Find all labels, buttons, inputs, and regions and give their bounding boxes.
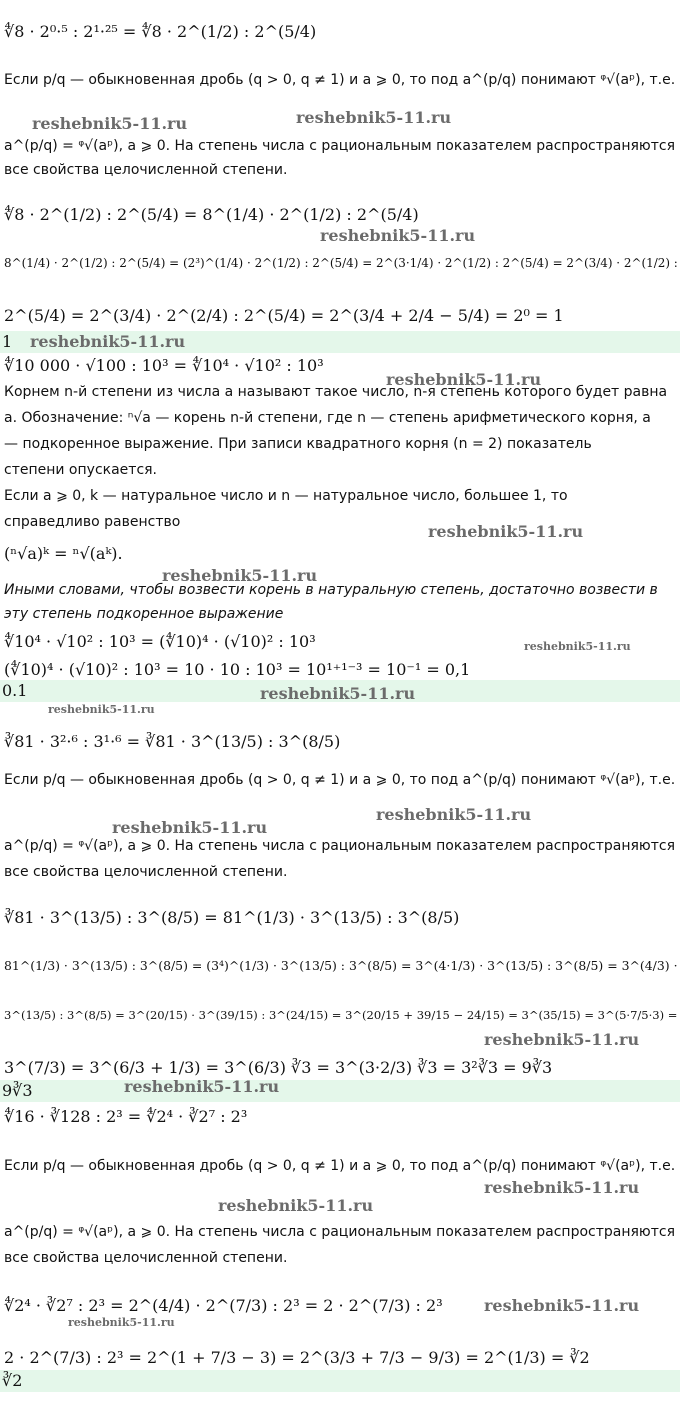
watermark: reshebnik5-11.ru [32, 114, 188, 133]
watermark: reshebnik5-11.ru [48, 703, 155, 716]
answer-bar [0, 1370, 680, 1392]
definition-text: a. Обозначение: ⁿ√a — корень n-й степени, где n — степень арифметического корня, a [4, 410, 651, 426]
formula: (ⁿ√a)ᵏ = ⁿ√(aᵏ). [4, 544, 123, 563]
watermark: reshebnik5-11.ru [428, 522, 584, 541]
definition-text: все свойства целочисленной степени. [4, 864, 288, 880]
answer-value: 9∛3 [2, 1081, 33, 1100]
watermark: reshebnik5-11.ru [296, 108, 452, 127]
definition-text: — подкоренное выражение. При записи квадратного корня (n = 2) показатель [4, 436, 592, 452]
watermark: reshebnik5-11.ru [124, 1077, 280, 1096]
solution-step: 3^(13/5) : 3^(8/5) = 3^(20/15) · 3^(39/15) : 3^(24/15) = 3^(20/15 + 39/15 − 24/15) = 3^(35/15) = 3^(5·7/5·3) = [4, 1008, 678, 1022]
watermark: reshebnik5-11.ru [524, 640, 631, 653]
solution-step: ∜10⁴ · √10² : 10³ = (∜10)⁴ · (√10)² : 10³ [4, 632, 316, 651]
definition-text: справедливо равенство [4, 514, 181, 530]
answer-bar [0, 1080, 680, 1102]
definition-text: Если p/q — обыкновенная дробь (q > 0, q ≠ 1) и a ⩾ 0, то под a^(p/q) понимают ᵠ√(aᵖ), т.е. [4, 772, 676, 788]
emphasis-text: эту степень подкоренное выражение [4, 606, 284, 622]
definition-text: a^(p/q) = ᵠ√(aᵖ), a ⩾ 0. На степень числа с рациональным показателем распространяются [4, 838, 675, 854]
definition-text: все свойства целочисленной степени. [4, 162, 288, 178]
watermark: reshebnik5-11.ru [320, 226, 476, 245]
watermark: reshebnik5-11.ru [376, 805, 532, 824]
expression-line: ∜10 000 · √100 : 10³ = ∜10⁴ · √10² : 10³ [4, 356, 324, 375]
definition-text: a^(p/q) = ᵠ√(aᵖ), a ⩾ 0. На степень числа с рациональным показателем распространяются [4, 138, 675, 154]
solution-step: ∜2⁴ · ∛2⁷ : 2³ = 2^(4/4) · 2^(7/3) : 2³ = 2 · 2^(7/3) : 2³ [4, 1296, 443, 1315]
solution-step: 3^(7/3) = 3^(6/3 + 1/3) = 3^(6/3) ∛3 = 3^(3·2/3) ∛3 = 3²∛3 = 9∛3 [4, 1058, 553, 1077]
solution-step: 2^(5/4) = 2^(3/4) · 2^(2/4) : 2^(5/4) = 2^(3/4 + 2/4 − 5/4) = 2⁰ = 1 [4, 306, 564, 325]
watermark: reshebnik5-11.ru [386, 370, 542, 389]
definition-text: степени опускается. [4, 462, 158, 478]
watermark: reshebnik5-11.ru [112, 818, 268, 837]
definition-text: Корнем n-й степени из числа a называют такое число, n-я степень которого будет равна [4, 384, 668, 400]
watermark: reshebnik5-11.ru [484, 1178, 640, 1197]
definition-text: все свойства целочисленной степени. [4, 1250, 288, 1266]
definition-text: a^(p/q) = ᵠ√(aᵖ), a ⩾ 0. На степень числа с рациональным показателем распространяются [4, 1224, 675, 1240]
watermark: reshebnik5-11.ru [484, 1296, 640, 1315]
watermark: reshebnik5-11.ru [68, 1316, 175, 1329]
watermark: reshebnik5-11.ru [260, 684, 416, 703]
expression-line: ∜16 · ∛128 : 2³ = ∜2⁴ · ∛2⁷ : 2³ [4, 1107, 248, 1126]
answer-value: 0.1 [2, 681, 28, 700]
expression-line: ∜8 · 2⁰·⁵ : 2¹·²⁵ = ∜8 · 2^(1/2) : 2^(5/4) [4, 22, 317, 41]
watermark: reshebnik5-11.ru [218, 1196, 374, 1215]
watermark: reshebnik5-11.ru [162, 566, 318, 585]
solution-step: ∜8 · 2^(1/2) : 2^(5/4) = 8^(1/4) · 2^(1/2) : 2^(5/4) [4, 205, 419, 224]
solution-step: 2 · 2^(7/3) : 2³ = 2^(1 + 7/3 − 3) = 2^(3/3 + 7/3 − 9/3) = 2^(1/3) = ∛2 [4, 1348, 590, 1367]
solution-step: 8^(1/4) · 2^(1/2) : 2^(5/4) = (2³)^(1/4) · 2^(1/2) : 2^(5/4) = 2^(3·1/4) · 2^(1/2) : 2^(5/4) = 2^(3/4) · 2^(1/2) : [4, 256, 678, 270]
emphasis-text: Иными словами, чтобы возвести корень в натуральную степень, достаточно возвести в [4, 582, 658, 598]
definition-text: Если a ⩾ 0, k — натуральное число и n — натуральное число, большее 1, то [4, 488, 568, 504]
expression-line: ∛81 · 3²·⁶ : 3¹·⁶ = ∛81 · 3^(13/5) : 3^(8/5) [4, 732, 341, 751]
watermark: reshebnik5-11.ru [30, 332, 186, 351]
definition-text: Если p/q — обыкновенная дробь (q > 0, q ≠ 1) и a ⩾ 0, то под a^(p/q) понимают ᵠ√(aᵖ), т.е. [4, 1158, 676, 1174]
answer-value: 1 [2, 332, 13, 351]
solution-step: 81^(1/3) · 3^(13/5) : 3^(8/5) = (3⁴)^(1/3) · 3^(13/5) : 3^(8/5) = 3^(4·1/3) · 3^(13/5) : 3^(8/5) = 3^(4/3) · [4, 958, 678, 973]
solution-step: ∛81 · 3^(13/5) : 3^(8/5) = 81^(1/3) · 3^(13/5) : 3^(8/5) [4, 908, 460, 927]
solution-step: (∜10)⁴ · (√10)² : 10³ = 10 · 10 : 10³ = 10¹⁺¹⁻³ = 10⁻¹ = 0,1 [4, 660, 471, 679]
answer-value: ∛2 [2, 1371, 23, 1390]
watermark: reshebnik5-11.ru [484, 1030, 640, 1049]
definition-text: Если p/q — обыкновенная дробь (q > 0, q ≠ 1) и a ⩾ 0, то под a^(p/q) понимают ᵠ√(aᵖ), т.е. [4, 72, 676, 88]
